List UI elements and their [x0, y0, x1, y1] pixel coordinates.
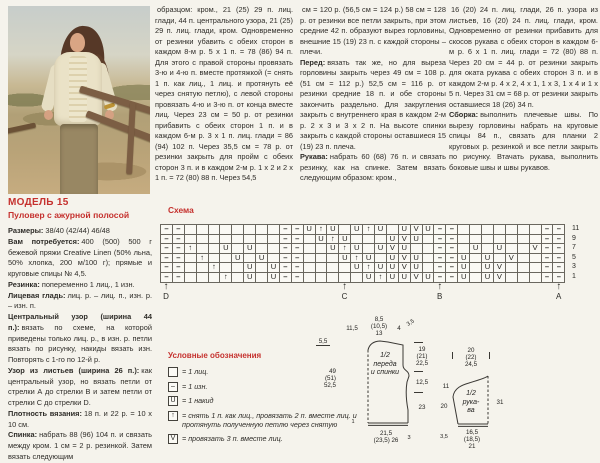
chart-cell: –: [542, 225, 554, 235]
paragraph-text: попеременно 1 лиц., 1 изн.: [41, 279, 135, 289]
chart-row-number: 11: [572, 225, 580, 232]
chart-cell: –: [446, 244, 458, 254]
chart-cell: V: [494, 273, 506, 283]
chart-cell: [316, 254, 328, 264]
chart-cell: –: [280, 254, 292, 264]
instruction-paragraph: [449, 5, 598, 110]
model-trousers: [60, 124, 98, 194]
chart-cell: [506, 225, 518, 235]
chart-cell: V: [530, 244, 542, 254]
chart-cell: V: [399, 254, 411, 264]
materials-paragraph: [8, 409, 152, 431]
chart-cell: –: [292, 225, 304, 235]
chart-cell: ↑: [185, 244, 197, 254]
instructions-column-2: [300, 5, 446, 184]
chart-cell: U: [470, 244, 482, 254]
model-face: [70, 33, 85, 52]
chart-cell: U: [244, 263, 256, 273]
legend: [168, 351, 390, 449]
legend-item-text: = провязать 3 п. вместе лиц.: [182, 434, 283, 444]
chart-cell: [518, 263, 530, 273]
meas-top-seg: 4: [397, 325, 401, 332]
chart-cell: U: [375, 263, 387, 273]
chart-cell: U: [482, 273, 494, 283]
chart-row-number: 3: [572, 263, 576, 271]
chart-cell: ↑: [339, 244, 351, 254]
body-piece-label: 1/2 переда и спинки: [370, 352, 400, 377]
materials-paragraph: [8, 430, 152, 462]
chart-cell: [220, 225, 232, 235]
materials-paragraph: [8, 226, 152, 237]
chart-cell: –: [434, 273, 446, 283]
meas-sleeve-length: 20: [440, 403, 448, 410]
chart-cell: –: [542, 244, 554, 254]
paragraph-lead: Плотность вязания:: [8, 408, 82, 418]
chart-cell: –: [173, 225, 185, 235]
chart-cell: U: [375, 244, 387, 254]
paragraph-text: лиц. р. – лиц. п., изн. р. – изн. п.: [8, 290, 152, 311]
chart-cell: [209, 225, 221, 235]
stitch-chart: [160, 224, 565, 283]
paragraph-lead: Размеры:: [8, 226, 44, 235]
chart-cell: U: [387, 263, 399, 273]
chart-arrow-C: ↑ C: [338, 282, 352, 301]
paragraph-text: образцом: кром., 21 (25) 29 п. лиц. глади, 44 п. центрального узора, 21 (25) 29 п. лиц. глади, кром. Одновременно от резинки убавить с обеих сторон в каждом 8-м р. 5 х 1 п. = 78 (86) 94 п. Для этого с правой стороны провязать 3-ю и 4-ю п. вместе протяжкой (= снять 1 п. как лиц., 1 лиц. и протянуть её через снятую петлю), с левой стороны провязать 4-ю и 3-ю п. от конца вместе лиц. Через 23 см = 50 р. от резинки прибавить с обеих сторон 1 п. и в каждом 6-м р. 3 х 1 п. лиц. глади = 86 (94) 102 п. Через 35,5 см = 78 р. от резинки закрыть для пройм с обеих сторон 3 п. и в каждом 2-м р. 1 х 2 и 2 х 1 п. = 72 (80) 88 п. Через 54,5: [155, 5, 293, 182]
materials-paragraph: [8, 237, 152, 280]
chart-cell: –: [292, 244, 304, 254]
chart-cell: [423, 235, 435, 245]
chart-cell: [209, 244, 221, 254]
chart-cell: U: [423, 225, 435, 235]
meas-armhole-height: 19 (21) 22,5: [415, 346, 429, 367]
meas-sleeve-bottom-width: 16,5 (18,5) 21: [463, 429, 481, 450]
paragraph-text: вязать по схеме, на которой приведены только лиц. р., в изн. р. петли вязать по рисунку, накиды вязать изн. Повторять с 1-го по 12-й р.: [8, 322, 152, 364]
chart-cell: –: [161, 263, 173, 273]
chart-arrow-B: ↑ B: [433, 282, 447, 301]
chart-cell: V: [411, 225, 423, 235]
chart-cell: U: [387, 235, 399, 245]
chart-cell: [232, 263, 244, 273]
paragraph-lead: Сборка:: [449, 110, 479, 119]
chart-cell: U: [268, 263, 280, 273]
chart-cell: U: [458, 254, 470, 264]
chart-cell: [209, 235, 221, 245]
chart-cell: –: [434, 244, 446, 254]
chart-cell: [482, 225, 494, 235]
chart-cell: –: [434, 235, 446, 245]
chart-cell: [482, 235, 494, 245]
chart-cell: U: [411, 254, 423, 264]
paragraph-text: набрать 88 (96) 104 п. и связать между кром. 1 см = 2 р. резинкой. Затем вязать следующим: [8, 430, 152, 461]
chart-cell: –: [161, 244, 173, 254]
chart-cell: –: [553, 254, 565, 264]
chart-cell: –: [292, 263, 304, 273]
chart-cell: U: [351, 225, 363, 235]
chart-cell: U: [220, 244, 232, 254]
chart-cell: –: [446, 263, 458, 273]
chart-cell: ↑: [209, 263, 221, 273]
chart-cell: [494, 225, 506, 235]
chart-cell: –: [280, 225, 292, 235]
chart-cell: [185, 273, 197, 283]
chart-cell: ↑: [375, 273, 387, 283]
chart-cell: [339, 263, 351, 273]
chart-cell: –: [553, 273, 565, 283]
instruction-paragraph: [449, 110, 598, 173]
chart-cell: [185, 254, 197, 264]
chart-cell: ↑: [220, 273, 232, 283]
chart-cell: –: [292, 235, 304, 245]
chart-cell: U: [232, 254, 244, 264]
chart-cell: U: [363, 254, 375, 264]
chart-cell: V: [506, 254, 518, 264]
chart-cell: U: [458, 273, 470, 283]
chart-cell: [185, 263, 197, 273]
chart-cell: ↑: [327, 235, 339, 245]
chart-cell: ↑: [351, 254, 363, 264]
meas-neck-width: 11,5: [346, 325, 358, 332]
chart-row-number: 1: [572, 272, 576, 280]
legend-item: [168, 382, 390, 392]
chart-cell: [209, 273, 221, 283]
chart-cell: U: [327, 244, 339, 254]
chart-cell: –: [280, 244, 292, 254]
chart-cell: U: [494, 244, 506, 254]
materials-paragraph: [8, 291, 152, 313]
chart-cell: –: [553, 225, 565, 235]
legend-item: [168, 367, 390, 377]
chart-cell: U: [339, 254, 351, 264]
chart-cell: [518, 254, 530, 264]
tick-mark: [489, 352, 490, 359]
chart-cell: ↑: [363, 263, 375, 273]
model-left-hand: [44, 110, 53, 120]
chart-cell: –: [542, 254, 554, 264]
instruction-paragraph: [300, 58, 446, 153]
chart-cell: [316, 273, 328, 283]
chart-row-number: 9: [572, 234, 576, 242]
chart-cell: [530, 254, 542, 264]
chart-cell: [530, 273, 542, 283]
chart-cell: –: [434, 254, 446, 264]
chart-cell: [327, 263, 339, 273]
meas-divider: [414, 342, 423, 343]
chart-cell: –: [161, 273, 173, 283]
chart-cell: [304, 235, 316, 245]
chart-cell: V: [399, 235, 411, 245]
paragraph-lead: Центральный узор (ширина 44 п.):: [8, 312, 152, 332]
chart-cell: [197, 273, 209, 283]
chart-cell: [256, 263, 268, 273]
paragraph-lead: Перед:: [300, 57, 326, 67]
chart-cell: [304, 244, 316, 254]
meas-rib-height: 1: [351, 419, 355, 425]
paragraph-lead: Вам потребуется:: [8, 236, 80, 246]
chart-cell: –: [542, 273, 554, 283]
chart-cell: [506, 235, 518, 245]
chart-cell: –: [446, 225, 458, 235]
meas-mid-height: 12,5: [415, 379, 429, 386]
chart-cell: –: [292, 273, 304, 283]
materials-paragraph: [8, 312, 152, 366]
chart-cell: U: [304, 225, 316, 235]
chart-cell: [458, 225, 470, 235]
chart-cell: U: [399, 244, 411, 254]
chart-cell: U: [351, 263, 363, 273]
legend-items: [168, 367, 390, 444]
chart-cell: [470, 263, 482, 273]
chart-cell: [197, 225, 209, 235]
chart-cell: [423, 244, 435, 254]
chart-cell: V: [399, 263, 411, 273]
chart-cell: [256, 225, 268, 235]
chart-cell: –: [173, 235, 185, 245]
chart-cell: [518, 273, 530, 283]
chart-cell: [458, 235, 470, 245]
chart-cell: [197, 235, 209, 245]
instruction-paragraph: [300, 152, 446, 184]
chart-cell: U: [327, 225, 339, 235]
chart-cell: U: [268, 273, 280, 283]
chart-cell: U: [351, 244, 363, 254]
legend-item-text: = 1 изн.: [182, 381, 208, 391]
chart-cell: [268, 244, 280, 254]
chart-row-number: 7: [572, 244, 576, 252]
chart-cell: ↑: [363, 225, 375, 235]
stitch-symbol-icon: [168, 367, 178, 377]
tick-mark: [452, 352, 453, 359]
paragraph-lead: Рукава:: [300, 152, 328, 161]
meas-shoulder: 8,5 (10,5) 13: [370, 316, 388, 337]
chart-cell: –: [161, 235, 173, 245]
chart-cell: U: [482, 263, 494, 273]
instruction-paragraph: [300, 5, 446, 58]
chart-cell: [351, 273, 363, 283]
chart-cell: [518, 235, 530, 245]
meas-bottom-right: 3: [407, 435, 411, 441]
chart-cell: [268, 235, 280, 245]
legend-item: [168, 396, 390, 406]
instructions-column-1: [155, 5, 293, 184]
legend-item-text: = 1 накид: [182, 396, 214, 406]
chart-cell: [530, 225, 542, 235]
meas-sleeve-bottom-left: 3,5: [440, 434, 448, 440]
chart-cell: –: [553, 244, 565, 254]
meas-sleeve-total: 31: [496, 399, 504, 406]
chart-cell: –: [280, 273, 292, 283]
chart-cell: U: [458, 263, 470, 273]
chart-cell: U: [375, 225, 387, 235]
chart-cell: V: [387, 244, 399, 254]
materials-paragraph: [8, 280, 152, 291]
paragraph-lead: Спинка:: [8, 430, 38, 440]
paragraph-text: см = 120 р. (56,5 см = 124 р.) 58 см = 128 р. от резинки все петли закрыть, при этом средние 42 п. образуют вырез горловины, внешние 15 (19) 23 п. с каждой стороны – плечи.: [300, 5, 446, 56]
chart-cell: V: [411, 273, 423, 283]
meas-top-slant: 3,5: [405, 318, 416, 328]
chart-cell: [232, 225, 244, 235]
chart-arrow-A: ↑ A: [552, 282, 566, 301]
stitch-symbol-icon: –: [168, 382, 178, 392]
chart-cell: –: [173, 273, 185, 283]
instructions-column-3: [449, 5, 598, 173]
chart-cell: –: [173, 254, 185, 264]
chart-cell: –: [446, 235, 458, 245]
paragraph-text: вязать так же, но для выреза горловины закрыть через 49 см = 108 р. (51 см = 112 р.) 52,5 см = 116 р. от резинки средние 18 п. и обе стороны закончить раздельно. Для закругления закрыть с внутреннего края в каждом 2-м р. 2 х 3 и 3 х 2 п. На высоте спинки закрыть с каждой стороны оставшиеся 15 (19) 23 п. плеча.: [300, 57, 446, 151]
chart-cell: U: [387, 254, 399, 264]
meas-divider: [414, 392, 423, 393]
chart-cell: [316, 263, 328, 273]
paragraph-text: 400 (500) 500 г бежевой пряжи Creative Linen (50% льна, 50% хлопка, 200 м/100 г); прямые и круговые спицы № 4,5.: [8, 236, 152, 278]
chart-cell: V: [494, 263, 506, 273]
model-heading: [8, 197, 153, 220]
chart-cell: U: [244, 273, 256, 283]
meas-lower-height: 23: [418, 404, 426, 411]
chart-cell: –: [173, 244, 185, 254]
chart-cell: U: [423, 273, 435, 283]
chart-cell: U: [399, 273, 411, 283]
chart-cell: U: [411, 235, 423, 245]
chart-row-numbers: [572, 224, 579, 282]
chart-cell: ↑: [316, 225, 328, 235]
chart-cell: [232, 235, 244, 245]
chart-cell: [530, 263, 542, 273]
chart-cell: [423, 254, 435, 264]
chart-cell: U: [482, 254, 494, 264]
chart-cell: –: [161, 225, 173, 235]
model-title: Пуловер с ажурной полосой: [8, 210, 130, 220]
paragraph-text: 18 п. и 22 р. = 10 х 10 см.: [8, 408, 152, 429]
body-piece-outline: [360, 332, 416, 428]
meas-sleeve-top-width: 20 (22) 24,5: [464, 347, 478, 368]
chart-cell: –: [553, 235, 565, 245]
chart-cell: [363, 235, 375, 245]
chart-cell: [470, 254, 482, 264]
chart-row-number: 5: [572, 253, 576, 261]
chart-cell: [232, 273, 244, 283]
legend-item: [168, 434, 390, 444]
chart-cell: –: [446, 273, 458, 283]
chart-cell: –: [446, 254, 458, 264]
paragraph-text: 16 (20) 24 п. лиц. глади, 26 п. узора из листьев, 16 (20) 24 п. лиц. глади, кром. Одновременно от резинки прибавить для скосов рукава с обеих сторон в каждом 6-м р. 6 х 1 п. лиц. глади = 72 (80) 88 п. Через 20 см = 44 р. от резинки закрыть для оката рукава с обеих сторон 3 п. и в каждом 2-м р. 4 х 2, 4 х 1, 1 х 3, 1 х 4 и 1 х 5 п. Через 31 см = 68 р. от резинки закрыть оставшиеся 18 (26) 34 п.: [449, 5, 598, 109]
paragraph-text: выполнить плечевые швы. По вырезу горловины набрать на круговые спицы 84 п., связать для планки 2 круговых р. резинкой и все петли закрыть по рисунку. Втачать рукава, выполнить боковые швы и швы рукавов.: [449, 110, 598, 172]
chart-cell: –: [173, 263, 185, 273]
chart-cell: [197, 263, 209, 273]
chart-cell: U: [339, 235, 351, 245]
chart-title: Схема: [168, 205, 194, 215]
chart-cell: –: [553, 263, 565, 273]
chart-cell: –: [542, 235, 554, 245]
materials-column: [8, 226, 152, 463]
chart-cell: [256, 273, 268, 283]
chart-cell: –: [542, 263, 554, 273]
chart-cell: ↑: [197, 254, 209, 264]
paragraph-lead: Лицевая гладь:: [8, 290, 66, 300]
chart-cell: –: [292, 254, 304, 264]
chart-cell: [506, 263, 518, 273]
chart-cell: –: [280, 235, 292, 245]
instruction-paragraph: [155, 5, 293, 184]
meas-cap-height: 11: [442, 383, 450, 390]
chart-cell: [327, 254, 339, 264]
chart-cell: [304, 254, 316, 264]
chart-cell: [220, 254, 232, 264]
materials-paragraph: [8, 366, 152, 409]
chart-arrow-D: ↑ D: [159, 282, 173, 301]
chart-cell: [185, 225, 197, 235]
legend-item-text: = снять 1 п. как лиц., провязать 2 п. вместе лиц. и протянуть полученную петлю через снятую: [182, 410, 357, 430]
chart-cell: [506, 273, 518, 283]
chart-cell: [304, 273, 316, 283]
chart-cell: –: [434, 225, 446, 235]
paragraph-text: как центральный узор, но вязать петли от стрелки А до стрелки В и затем петли от стрелки С до стрелки D.: [8, 365, 152, 407]
chart-cell: U: [411, 263, 423, 273]
chart-cell: [316, 244, 328, 254]
chart-cell: –: [161, 254, 173, 264]
chart-cell: [268, 225, 280, 235]
legend-item-text: = 1 лиц.: [182, 367, 209, 376]
paragraph-text: набрать 60 (68) 76 п. и связать резинку, как на спинке. Затем вязать следующим образом: кром.,: [300, 152, 446, 182]
legend-title: Условные обозначения: [168, 351, 262, 360]
chart-cell: –: [280, 263, 292, 273]
paragraph-lead: Резинка:: [8, 279, 40, 289]
chart-cell: –: [434, 263, 446, 273]
chart-cell: U: [244, 244, 256, 254]
chart-cell: [304, 263, 316, 273]
chart-cell: [470, 225, 482, 235]
meas-divider: [414, 371, 423, 372]
paragraph-lead: Узор из листьев (ширина 26 п.):: [8, 365, 140, 375]
meas-bottom-width: 21,5 (23,5) 26: [373, 430, 399, 444]
meas-neck-depth: 5,5: [316, 338, 330, 346]
chart-cell: U: [316, 235, 328, 245]
model-photo: [8, 6, 150, 194]
model-number: МОДЕЛЬ 15: [8, 197, 69, 208]
chart-cell: [470, 273, 482, 283]
sleeve-piece-label: 1/2 рука- ва: [462, 390, 480, 415]
chart-cell: U: [387, 273, 399, 283]
chart-cell: [256, 235, 268, 245]
paragraph-text: 38/40 (42/44) 46/48: [45, 226, 110, 235]
chart-cell: U: [256, 254, 268, 264]
meas-front-height: 49 (51) 52,5: [323, 368, 336, 389]
chart-cell: [518, 225, 530, 235]
stitch-symbol-icon: ↑: [168, 411, 178, 421]
chart-cell: U: [363, 273, 375, 283]
chart-cell: [518, 244, 530, 254]
stitch-symbol-icon: V: [168, 434, 178, 444]
chart-cell: [244, 225, 256, 235]
chart-cell: U: [399, 225, 411, 235]
stitch-symbol-icon: U: [168, 396, 178, 406]
